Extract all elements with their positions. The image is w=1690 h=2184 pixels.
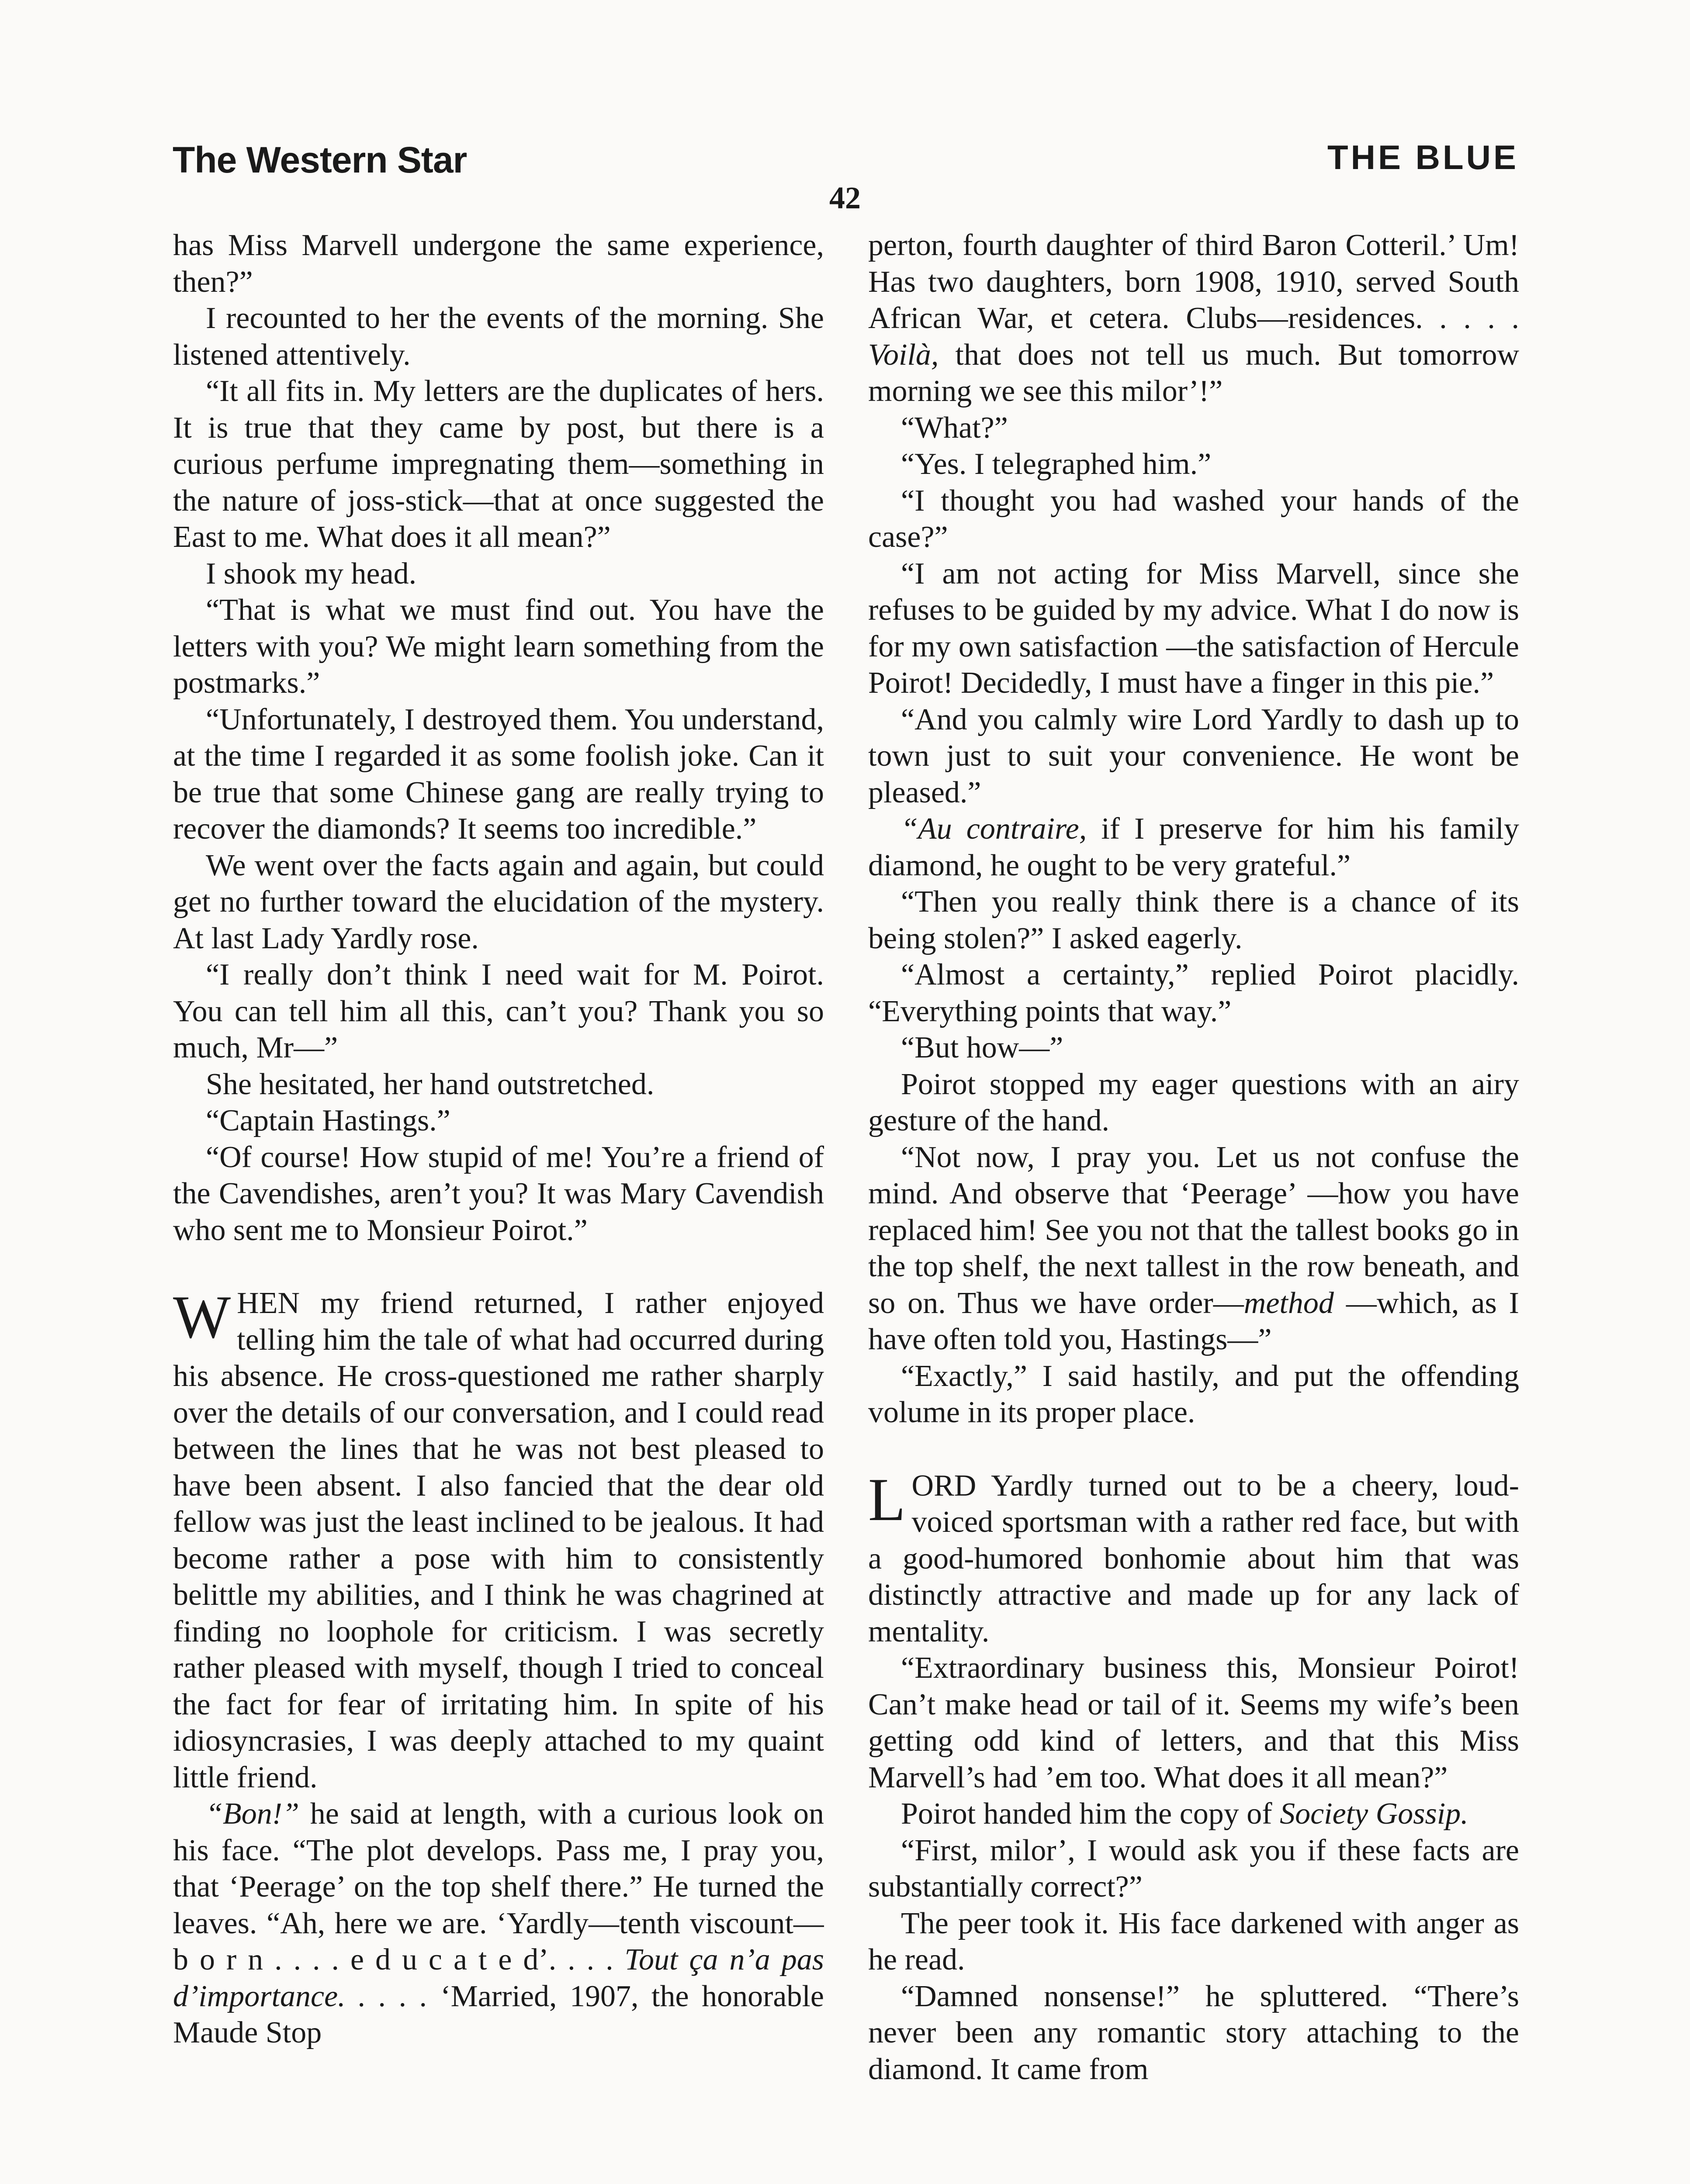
paragraph: “I really don’t think I need wait for M. Poirot. You can tell him all this, can’t you? Thank you so much, Mr—” bbox=[173, 958, 824, 1064]
paragraph: “Almost a certainty,” replied Poirot placidly. “Everything points that way.” bbox=[868, 958, 1519, 1028]
section-text: ORD Yardly turned out to be a cheery, loud-voiced sportsman with a rather red face, but with a good-humored bonhomie about him that was distinctly attractive and made up for any lack of mentality. bbox=[868, 1469, 1519, 1648]
paragraph: “Then you really think there is a chance of its being stolen?” I asked eagerly. bbox=[868, 885, 1519, 955]
paragraph-text: he said at length, with a curious look on his face. “The plot develops. Pass me, I pray you, that ‘Peerage’ on the top shelf there.” He turned the leaves. “Ah, here we are. ‘Yardly—tenth viscount—b o r n . . . . e d u c a t e d’. . . . bbox=[173, 1797, 824, 1977]
paragraph-text: if I preserve for him his family diamond, he ought to be very grateful.” bbox=[868, 812, 1519, 882]
paragraph: “Exactly,” I said hastily, and put the offending volume in its proper place. bbox=[868, 1359, 1519, 1429]
paragraph-text: perton, fourth daughter of third Baron Cotteril.’ Um! Has two daughters, born 1908, 1910, served South African War, et cetera. Clubs—residences. . . . . bbox=[868, 228, 1519, 335]
paragraph bbox=[868, 811, 1519, 884]
page-number: 42 bbox=[829, 180, 861, 215]
paragraph: I shook my head. bbox=[206, 556, 417, 591]
paragraph-text: “Not now, I pray you. Let us not confuse the mind. And observe that ‘Peerage’ —how you have replaced him! See you not that the tallest books go in the top shelf, the next tallest in the row beneath, and so on. Thus we have order— bbox=[868, 1140, 1519, 1320]
italic-text: “Bon!” bbox=[206, 1797, 299, 1831]
paragraph: “And you calmly wire Lord Yardly to dash up to town just to suit your convenience. He wont be pleased.” bbox=[868, 702, 1519, 809]
paragraph bbox=[868, 1139, 1519, 1358]
paragraph: “First, milor’, I would ask you if these facts are substantially correct?” bbox=[868, 1833, 1519, 1904]
paragraph: “I am not acting for Miss Marvell, since she refuses to be guided by my advice. What I do now is for my own satisfaction —the satisfaction of Hercule Poirot! Decidedly, I must have a finger in this pie.” bbox=[868, 556, 1519, 700]
paragraph bbox=[868, 227, 1519, 410]
drop-cap: L bbox=[868, 1465, 906, 1534]
right-column bbox=[868, 227, 1519, 2184]
paragraph: She hesitated, her hand outstretched. bbox=[206, 1067, 655, 1101]
paragraph: “Damned nonsense!” he spluttered. “There’s never been any romantic story attaching to the diamond. It came from bbox=[868, 1979, 1519, 2086]
left-column bbox=[173, 227, 824, 2184]
paragraph: “Captain Hastings.” bbox=[206, 1104, 450, 1137]
paragraph: “That is what we must find out. You have the letters with you? We might learn something from the postmarks.” bbox=[173, 593, 824, 700]
italic-text: Voilà, bbox=[868, 338, 939, 372]
section-opening-paragraph bbox=[173, 1285, 824, 1796]
italic-text: method bbox=[1243, 1286, 1334, 1320]
paragraph: We went over the facts again and again, but could get no further toward the elucidation of the mystery. At last Lady Yardly rose. bbox=[173, 848, 824, 955]
drop-cap: W bbox=[173, 1283, 231, 1351]
paragraph: “But how—” bbox=[901, 1031, 1063, 1064]
paragraph-text: that does not tell us much. But tomorrow morning we see this milor’!” bbox=[868, 338, 1519, 408]
paragraph-text: —which, as I have often told you, Hastings—” bbox=[868, 1286, 1519, 1356]
paragraph: “Extraordinary business this, Monsieur Poirot! Can’t make head or tail of it. Seems my wife’s been getting odd kind of letters, and that this Miss Marvell’s had ’em too. What does it all mean?” bbox=[868, 1651, 1519, 1794]
section-title: THE BLUE bbox=[1327, 138, 1519, 176]
section-opening-paragraph bbox=[868, 1465, 1519, 1650]
paragraph: “Yes. I telegraphed him.” bbox=[901, 447, 1212, 481]
italic-text: Society Gossip. bbox=[1280, 1797, 1468, 1831]
italic-text: Tout ça n’a pas d’importance. . . . . bbox=[173, 1943, 824, 2013]
paragraph: has Miss Marvell undergone the same experience, then?” bbox=[173, 228, 824, 299]
paragraph: “Unfortunately, I destroyed them. You understand, at the time I regarded it as some foolish joke. Can it be true that some Chinese gang are really trying to recover the diamonds? It seems too incredible.” bbox=[173, 702, 824, 846]
paragraph bbox=[868, 1796, 1519, 1832]
paragraph: “It all fits in. My letters are the duplicates of hers. It is true that they came by post, but there is a curious perfume impregnating them—something in the nature of joss-stick—that at once suggested the East to me. What does it all mean?” bbox=[173, 374, 824, 554]
paragraph: “Of course! How stupid of me! You’re a friend of the Cavendishes, aren’t you? It was Mary Cavendish who sent me to Monsieur Poirot.” bbox=[173, 1140, 824, 1247]
italic-text: “Au contraire, bbox=[901, 812, 1087, 846]
magazine-title: The Western Star bbox=[173, 139, 467, 180]
paragraph-text: Poirot handed him the copy of bbox=[901, 1797, 1280, 1831]
paragraph: “What?” bbox=[901, 411, 1008, 445]
paragraph: “I thought you had washed your hands of the case?” bbox=[868, 484, 1519, 554]
paragraph-text: ‘Married, 1907, the honorable Maude Stop bbox=[173, 1979, 824, 2049]
paragraph: The peer took it. His face darkened with anger as he read. bbox=[868, 1906, 1519, 1977]
paragraph: Poirot stopped my eager questions with an airy gesture of the hand. bbox=[868, 1067, 1519, 1137]
paragraph: I recounted to her the events of the morning. She listened attentively. bbox=[173, 301, 824, 372]
section-text: HEN my friend returned, I rather enjoyed telling him the tale of what had occurred during his absence. He cross-questioned me rather sharply over the details of our conversation, and I could read between the lines that he was not best pleased to have been absent. I also fancied that the dear old fellow was just the least inclined to be jealous. It had become rather a pose with him to consistently belittle my abilities, and I think he was chagrined at finding no loophole for criticism. I was secretly rather pleased with myself, though I tried to conceal the fact for fear of irritating him. In spite of his idiosyncrasies, I was deeply attached to my quaint little friend. bbox=[173, 1286, 824, 1794]
paragraph bbox=[173, 1796, 824, 2051]
